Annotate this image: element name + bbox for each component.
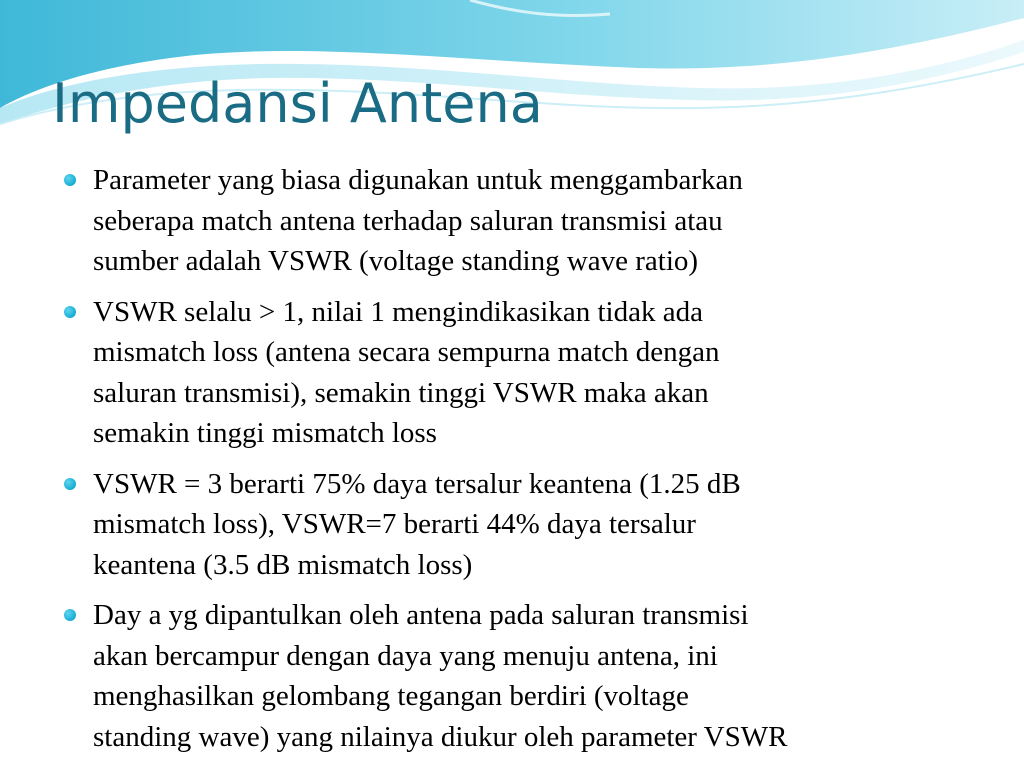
bullet-line: Day a yg dipantulkan oleh antena pada saluran transmisi [93,599,749,631]
bullet-line: VSWR = 3 berarti 75% daya tersalur keantena (1.25 dB [93,467,741,500]
bullet-line: standing wave) yang nilainya diukur oleh parameter VSWR [93,720,788,753]
bullet-item [0,595,1024,757]
bullet-dot-icon [64,609,76,621]
bullet-line: semakin tinggi mismatch loss [93,417,437,449]
bullet-line: sumber adalah VSWR (voltage standing wave ratio) [93,245,699,277]
bullet-text [93,160,973,282]
bullet-line: menghasilkan gelombang tegangan berdiri (voltage [93,680,689,712]
bullet-item [0,292,1024,454]
bullet-line: mismatch loss (antena secara sempurna match dengan [93,336,720,368]
bullet-dot-icon [64,478,76,490]
bullet-text [93,464,973,586]
bullet-line: akan bercampur dengan daya yang menuju antena, ini [93,639,718,672]
bullet-line: saluran transmisi), semakin tinggi VSWR maka akan [93,376,709,409]
bullet-line: mismatch loss), VSWR=7 berarti 44% daya tersalur [93,508,696,540]
bullet-item [0,160,1024,282]
bullet-line: Parameter yang biasa digunakan untuk menggambarkan [93,164,743,196]
bullet-text [93,595,973,757]
slide-title: Impedansi Antena [52,72,543,135]
bullet-list [0,160,1024,767]
bullet-line: seberapa match antena terhadap saluran transmisi atau [93,204,723,237]
bullet-item [0,464,1024,586]
bullet-line: keantena (3.5 dB mismatch loss) [93,548,473,581]
bullet-line: VSWR selalu > 1, nilai 1 mengindikasikan tidak ada [93,295,703,328]
bullet-text [93,292,973,454]
bullet-dot-icon [64,306,76,318]
bullet-dot-icon [64,174,76,186]
